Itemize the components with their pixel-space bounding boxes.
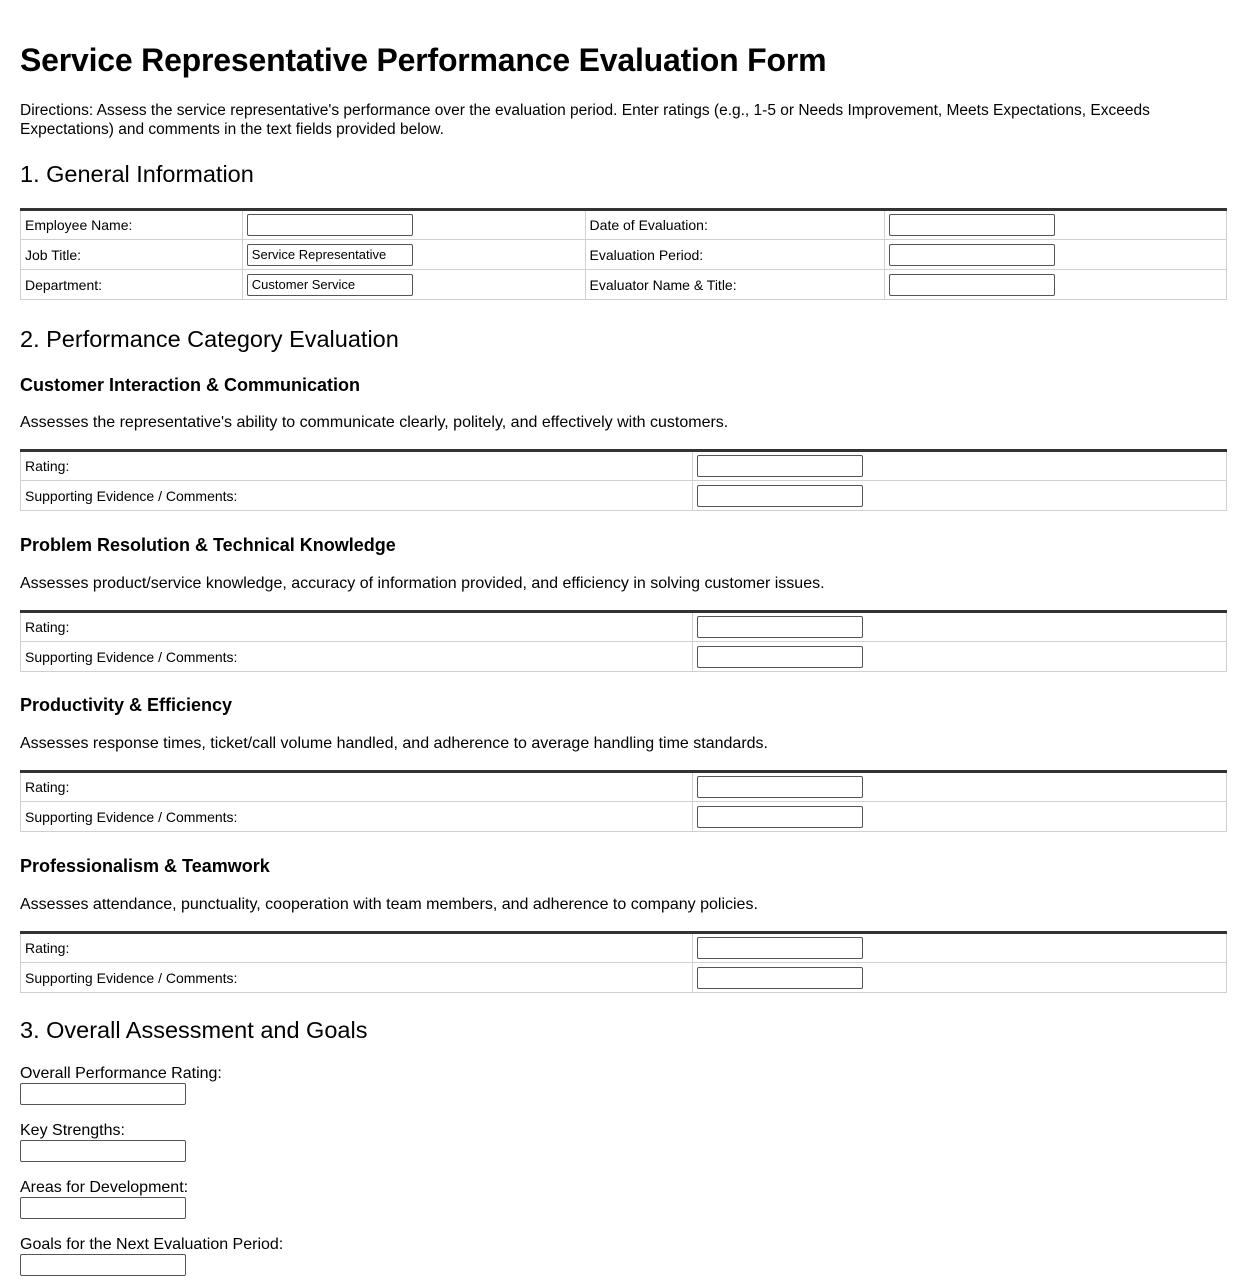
comments-label: Supporting Evidence / Comments: [21,481,693,511]
category-table [20,610,1227,672]
employee-name-input[interactable] [247,214,413,236]
table-row [21,933,1227,963]
key-strengths-label: Key Strengths: [20,1122,125,1139]
employee-name-label: Employee Name: [21,210,243,240]
evaluator-label: Evaluator Name & Title: [585,270,885,300]
category-description: Assesses attendance, punctuality, cooperation with team members, and adherence to company policies. [20,896,758,913]
table-row [21,270,1227,300]
comments-input[interactable] [697,485,863,507]
category-description: Assesses product/service knowledge, accuracy of information provided, and efficiency in solving customer issues. [20,575,825,592]
category-title: Problem Resolution & Technical Knowledge [20,535,396,555]
category-table [20,931,1227,993]
overall-rating-input[interactable] [20,1083,186,1105]
evaluation-period-label: Evaluation Period: [585,240,885,270]
rating-input[interactable] [697,455,863,477]
department-input[interactable] [247,274,413,296]
category-title: Professionalism & Teamwork [20,856,270,876]
category-description: Assesses the representative's ability to communicate clearly, politely, and effectively with customers. [20,414,729,431]
comments-label: Supporting Evidence / Comments: [21,642,693,672]
table-row [21,772,1227,802]
development-areas-input[interactable] [20,1197,186,1219]
department-label: Department: [21,270,243,300]
rating-input[interactable] [697,776,863,798]
job-title-label: Job Title: [21,240,243,270]
date-of-evaluation-label: Date of Evaluation: [585,210,885,240]
date-of-evaluation-input[interactable] [889,214,1055,236]
category-table [20,770,1227,832]
table-row [21,642,1227,672]
rating-input[interactable] [697,616,863,638]
table-row [21,210,1227,240]
rating-label: Rating: [21,451,693,481]
evaluation-period-input[interactable] [889,244,1055,266]
category-table [20,449,1227,511]
table-row [21,963,1227,993]
development-areas-label: Areas for Development: [20,1179,189,1196]
next-goals-label: Goals for the Next Evaluation Period: [20,1236,284,1253]
rating-label: Rating: [21,933,693,963]
section-overall-heading: 3. Overall Assessment and Goals [20,1017,368,1043]
page-title: Service Representative Performance Evaluation Form [20,42,827,78]
evaluator-input[interactable] [889,274,1055,296]
section-general-heading: 1. General Information [20,161,254,187]
comments-label: Supporting Evidence / Comments: [21,802,693,832]
next-goals-input[interactable] [20,1254,186,1276]
overall-rating-label: Overall Performance Rating: [20,1065,222,1082]
rating-label: Rating: [21,612,693,642]
general-info-table [20,208,1227,300]
category-title: Productivity & Efficiency [20,695,233,715]
rating-input[interactable] [697,937,863,959]
table-row [21,802,1227,832]
key-strengths-input[interactable] [20,1140,186,1162]
directions-text: Directions: Assess the service representative's performance over the evaluation period. Enter ratings (e.g., 1-5 or Needs Improvement, Meets Expectations, Exceeds Expectations) and comments in the text fields provided below. [20,102,1150,138]
comments-input[interactable] [697,646,863,668]
table-row [21,481,1227,511]
comments-label: Supporting Evidence / Comments: [21,963,693,993]
rating-label: Rating: [21,772,693,802]
category-description: Assesses response times, ticket/call volume handled, and adherence to average handling time standards. [20,735,768,752]
comments-input[interactable] [697,806,863,828]
section-performance-heading: 2. Performance Category Evaluation [20,326,399,352]
table-row [21,612,1227,642]
table-row [21,451,1227,481]
comments-input[interactable] [697,967,863,989]
category-title: Customer Interaction & Communication [20,375,361,395]
table-row [21,240,1227,270]
job-title-input[interactable] [247,244,413,266]
